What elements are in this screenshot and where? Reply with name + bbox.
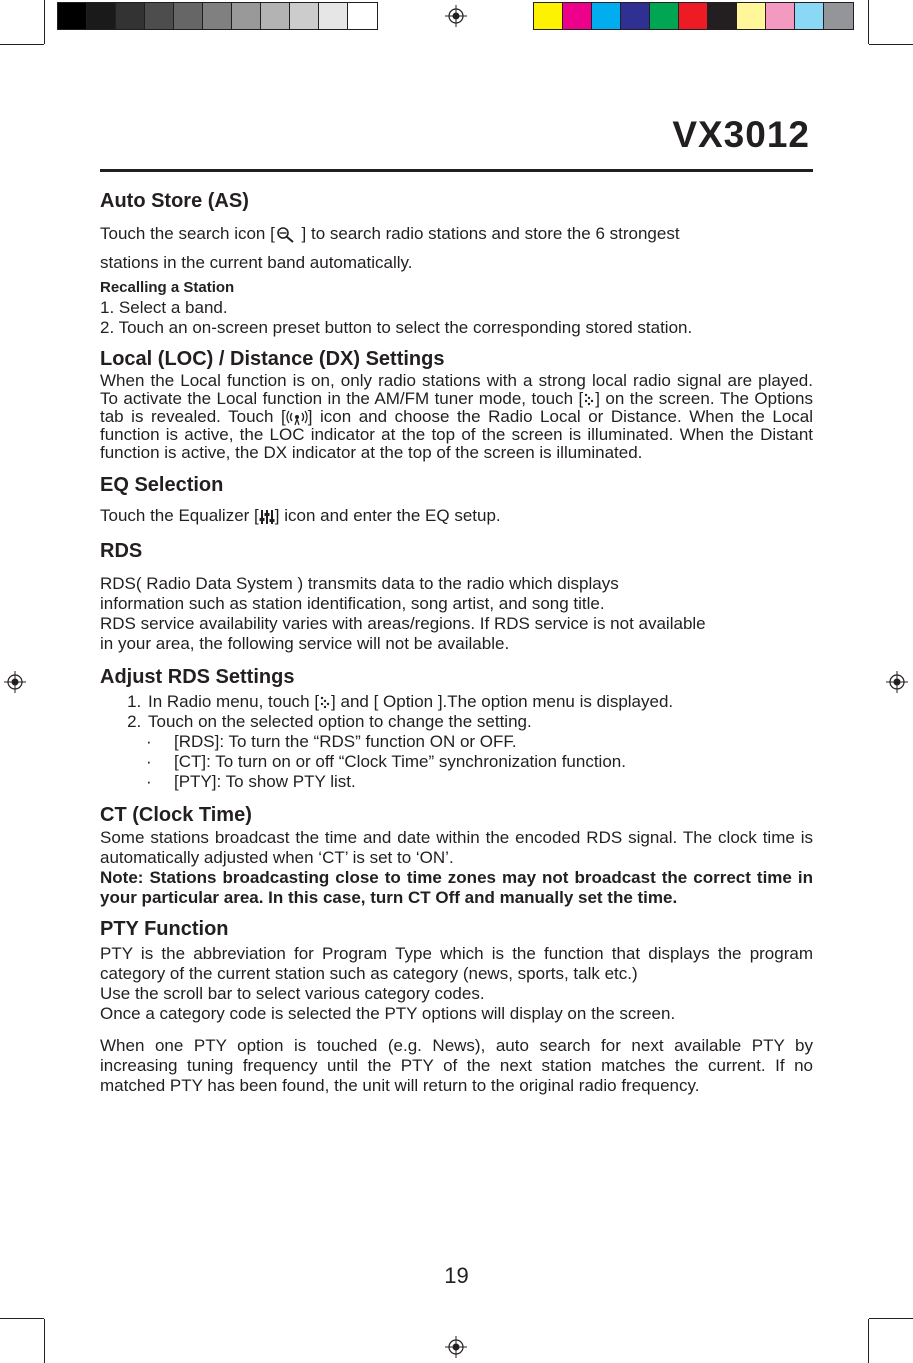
section-title: PTY Function — [100, 918, 229, 940]
paragraph: Touch the Equalizer [ ] icon and enter the EQ setup. — [100, 506, 501, 525]
color-swatch — [737, 3, 766, 29]
paragraph: Once a category code is selected the PTY options will display on the screen. — [100, 1004, 676, 1023]
section-pty — [100, 916, 813, 1096]
crop-mark — [869, 1318, 913, 1319]
color-swatch — [116, 3, 145, 29]
list-item: 1. In Radio menu, touch [ ] and [ Option ].The option menu is displayed. — [146, 692, 813, 712]
registration-mark-icon — [445, 5, 467, 27]
section-title: Auto Store (AS) — [100, 190, 249, 212]
radio-antenna-icon — [286, 410, 308, 426]
section-title: RDS — [100, 540, 143, 562]
step: 2. Touch an on-screen preset button to select the corresponding stored station. — [100, 318, 693, 337]
color-swatch — [650, 3, 679, 29]
section-title: Adjust RDS Settings — [100, 666, 295, 688]
registration-mark-icon — [4, 671, 26, 693]
paragraph-line: in your area, the following service will not be available. — [100, 634, 510, 653]
color-swatch — [203, 3, 232, 29]
registration-mark-icon — [886, 671, 908, 693]
list-item: 2. Touch on the selected option to change the setting. — [146, 712, 813, 732]
crop-mark — [868, 1319, 869, 1363]
color-swatch — [58, 3, 87, 29]
paragraph: stations in the current band automatically. — [100, 253, 413, 272]
section-loc-dx — [100, 346, 813, 462]
color-swatch — [290, 3, 319, 29]
color-swatch — [232, 3, 261, 29]
color-swatch — [592, 3, 621, 29]
color-swatch — [261, 3, 290, 29]
paragraph: Some stations broadcast the time and date within the encoded RDS signal. The clock time is automatically adjusted when ‘CT’ is set to ‘ON’. — [100, 828, 813, 867]
crop-mark — [44, 1319, 45, 1363]
steps-list — [100, 692, 813, 732]
registration-mark-icon — [445, 1336, 467, 1358]
color-swatch — [766, 3, 795, 29]
section-auto-store — [100, 188, 813, 338]
color-swatch — [679, 3, 708, 29]
list-item: · [CT]: To turn on or off “Clock Time” synchronization function. — [146, 752, 813, 772]
options-list — [100, 732, 813, 792]
paragraph-line: RDS( Radio Data System ) transmits data to the radio which displays — [100, 574, 619, 593]
header-rule — [100, 169, 813, 172]
section-title: Local (LOC) / Distance (DX) Settings — [100, 348, 445, 370]
paragraph: When one PTY option is touched (e.g. News), auto search for next available PTY by increasing tuning frequency until the PTY of the next station matches the current. If no matched PTY has been found, the unit will return to the original radio frequency. — [100, 1036, 813, 1095]
crop-mark — [0, 44, 44, 45]
section-title: EQ Selection — [100, 474, 224, 496]
color-swatch — [563, 3, 592, 29]
crop-mark — [868, 0, 869, 44]
grayscale-color-bar — [57, 2, 378, 30]
paragraph: When the Local function is on, only radio stations with a strong local radio signal are played. To activate the Local function in the AM/FM tuner mode, touch [ ] on the screen. The Options tab is revealed. Touch [ ] icon and choose the Radio Local or Distance. When the Local function is active, the LOC indicator at the top of the screen is illuminated. When the Distant function is active, the DX indicator at the top of the screen is illuminated. — [100, 371, 814, 462]
page-number: 19 — [444, 1263, 469, 1288]
options-dots-icon — [583, 393, 595, 407]
color-swatch — [824, 3, 853, 29]
options-dots-icon — [319, 696, 331, 710]
color-swatch — [174, 3, 203, 29]
color-swatch — [145, 3, 174, 29]
section-adjust-rds — [100, 664, 813, 792]
color-swatch — [348, 3, 377, 29]
subsection-title: Recalling a Station — [100, 279, 235, 296]
color-swatch — [795, 3, 824, 29]
section-eq — [100, 472, 813, 526]
section-clock-time — [100, 802, 813, 908]
crop-mark — [869, 44, 913, 45]
color-swatch — [621, 3, 650, 29]
color-swatch — [708, 3, 737, 29]
section-title: CT (Clock Time) — [100, 804, 252, 826]
note: Note: Stations broadcasting close to time zones may not broadcast the correct time in your particular area. In this case, turn CT Off and manually set the time. — [100, 868, 813, 907]
manual-content — [100, 188, 813, 1096]
process-color-bar — [533, 2, 854, 30]
crop-mark — [0, 1318, 44, 1319]
crop-mark — [44, 0, 45, 44]
color-swatch — [319, 3, 348, 29]
color-swatch — [87, 3, 116, 29]
model-title: VX3012 — [672, 114, 810, 155]
paragraph: PTY is the abbreviation for Program Type which is the function that displays the program category of the current station such as category (news, sports, talk etc.) — [100, 944, 813, 983]
section-rds — [100, 538, 813, 654]
list-item: · [PTY]: To show PTY list. — [146, 772, 813, 792]
list-item: · [RDS]: To turn the “RDS” function ON or OFF. — [146, 732, 813, 752]
paragraph-line: information such as station identification, song artist, and song title. — [100, 594, 605, 613]
paragraph-line: RDS service availability varies with areas/regions. If RDS service is not available — [100, 614, 706, 633]
paragraph: Use the scroll bar to select various category codes. — [100, 984, 485, 1003]
step: 1. Select a band. — [100, 298, 228, 317]
color-swatch — [534, 3, 563, 29]
paragraph: Touch the search icon [ ] to search radio stations and store the 6 strongest — [100, 224, 680, 243]
search-icon — [275, 226, 297, 244]
equalizer-icon — [259, 509, 275, 525]
